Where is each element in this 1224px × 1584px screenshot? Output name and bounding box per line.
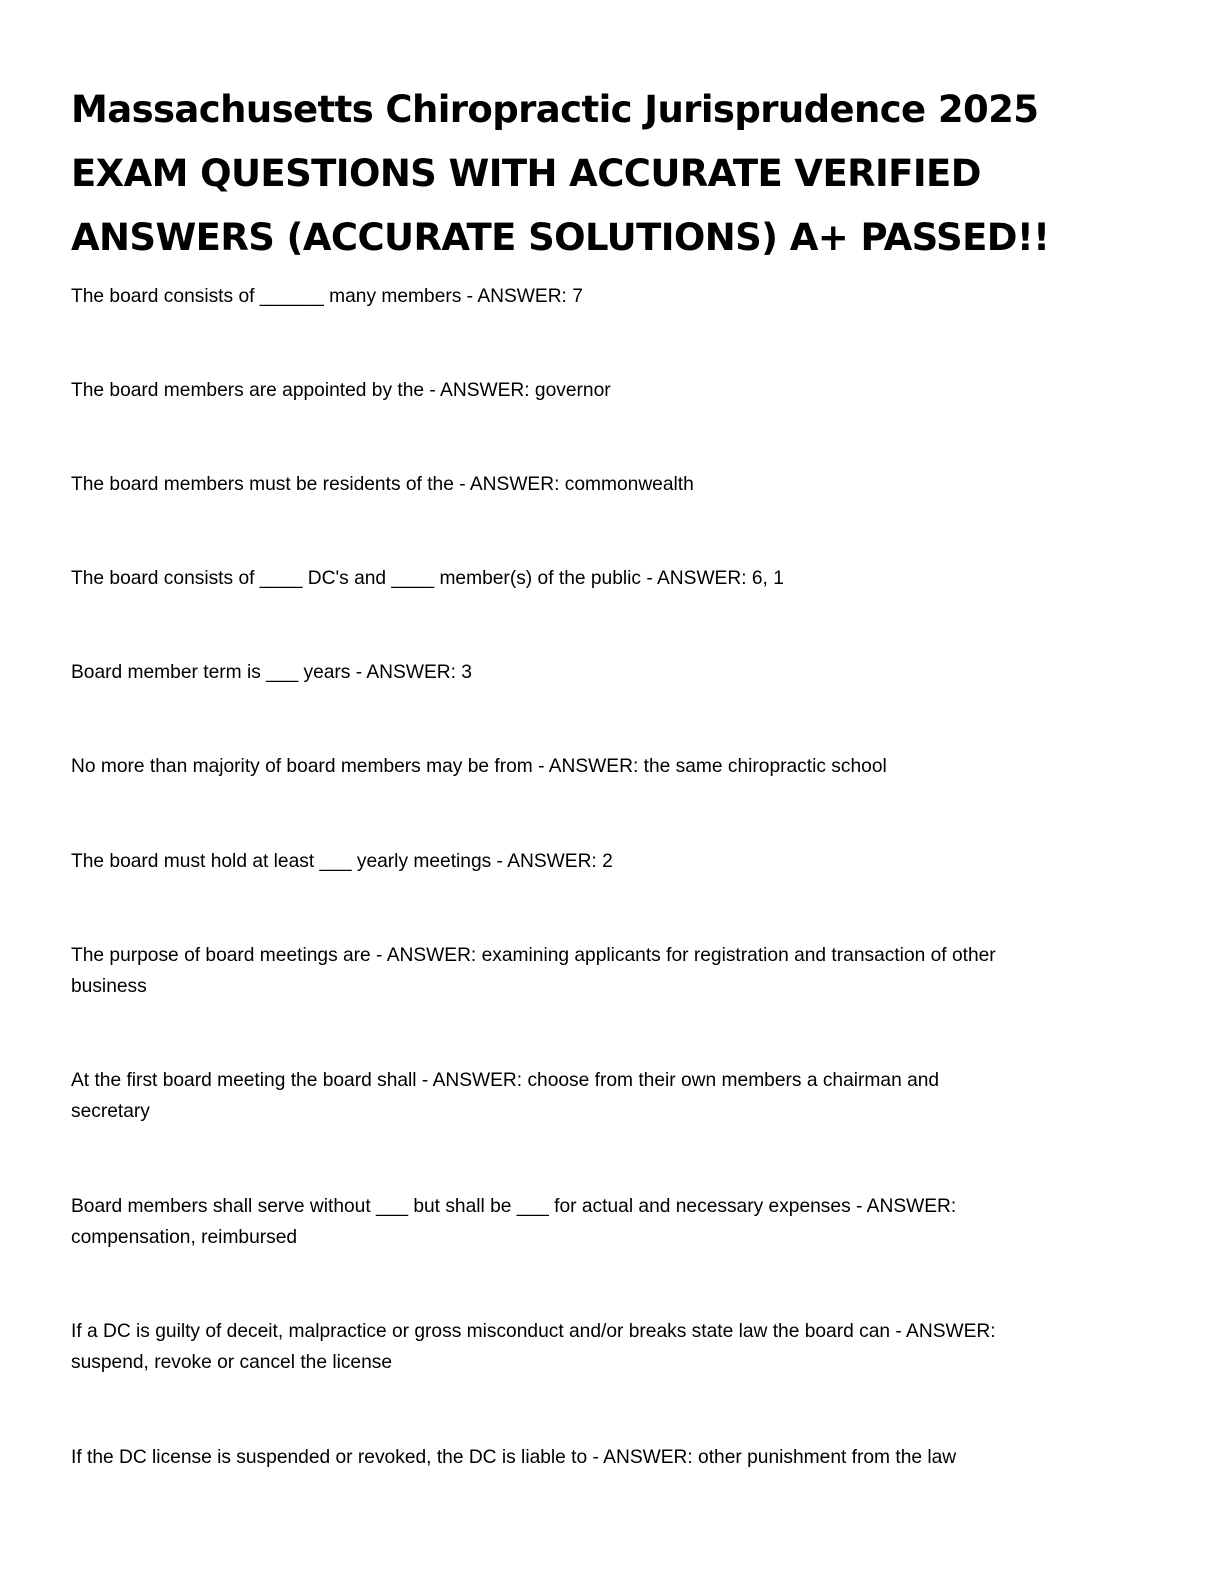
qa-text: If a DC is guilty of deceit, malpractice or gross misconduct and/or breaks state law the board can - ANSWER: (71, 1321, 996, 1342)
title-line: EXAM QUESTIONS WITH ACCURATE VERIFIED (71, 152, 981, 195)
qa-item (71, 846, 1151, 940)
document-title (71, 78, 1151, 270)
qa-item (71, 1065, 1151, 1191)
qa-item (71, 1191, 1151, 1316)
qa-item (71, 1442, 1151, 1473)
qa-text: If the DC license is suspended or revoked, the DC is liable to - ANSWER: other punishment from the law (71, 1447, 957, 1468)
qa-item (71, 1316, 1151, 1442)
qa-text: At the first board meeting the board shall - ANSWER: choose from their own members a chairman and (71, 1070, 940, 1091)
qa-text: Board member term is ___ years - ANSWER: 3 (71, 662, 472, 683)
qa-text: Board members shall serve without ___ but shall be ___ for actual and necessary expenses - ANSWER: (71, 1196, 957, 1217)
qa-text: No more than majority of board members may be from - ANSWER: the same chiropractic school (71, 756, 887, 777)
qa-item (71, 375, 1151, 469)
qa-item (71, 657, 1151, 751)
qa-item (71, 751, 1151, 846)
qa-text: The board consists of ____ DC's and ____ member(s) of the public - ANSWER: 6, 1 (71, 568, 784, 589)
qa-text-continued: compensation, reimbursed (71, 1227, 298, 1248)
document-page (71, 78, 1151, 1473)
qa-text-continued: suspend, revoke or cancel the license (71, 1352, 393, 1373)
qa-item (71, 281, 1151, 375)
title-line: ANSWERS (ACCURATE SOLUTIONS) A+ PASSED!! (71, 216, 1050, 259)
qa-item (71, 563, 1151, 657)
qa-text: The purpose of board meetings are - ANSWER: examining applicants for registration and transaction of other (71, 945, 996, 966)
qa-item (71, 940, 1151, 1065)
qa-text: The board members are appointed by the - ANSWER: governor (71, 380, 611, 401)
qa-text-continued: secretary (71, 1101, 150, 1122)
qa-text-continued: business (71, 976, 147, 997)
qa-list (71, 281, 1151, 1473)
qa-item (71, 469, 1151, 563)
qa-text: The board members must be residents of the - ANSWER: commonwealth (71, 474, 694, 495)
title-line: Massachusetts Chiropractic Jurisprudence 2025 (71, 88, 1039, 131)
qa-text: The board consists of ______ many members - ANSWER: 7 (71, 286, 583, 307)
qa-text: The board must hold at least ___ yearly meetings - ANSWER: 2 (71, 851, 613, 872)
